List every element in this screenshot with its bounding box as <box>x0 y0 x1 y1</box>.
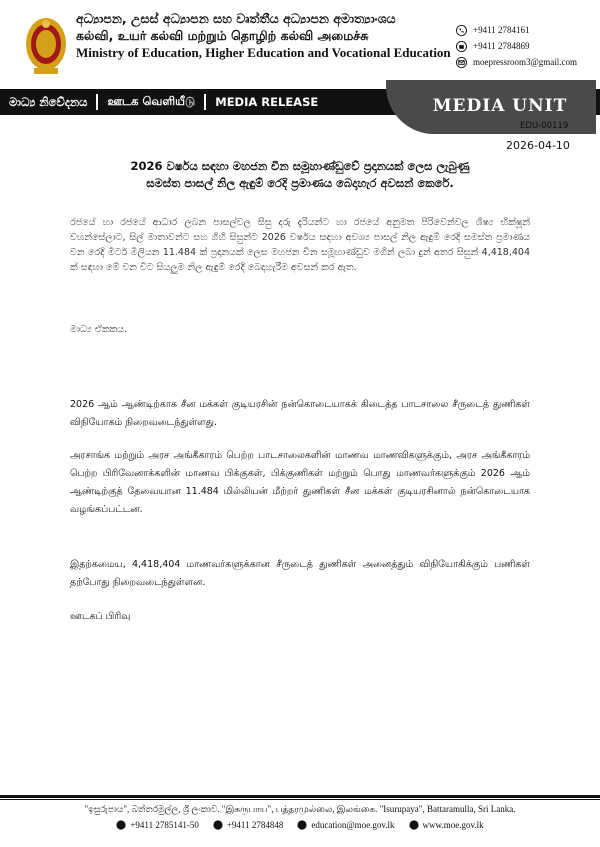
header-contacts <box>456 22 600 70</box>
tamil-body-paragraph-2: இதற்கமைய, 4,418,404 மாணவர்களுக்கான சீருடைத் துணிகள் அனைத்தும் விநியோகிக்கும் பணிகள் தற்போது நிறைவடைந்துள்ளன. <box>70 559 530 588</box>
sinhala-signature: මාධ්‍ය ඒකකය. <box>70 324 128 335</box>
header-email: moepressroom3@gmail.com <box>473 57 578 67</box>
email-icon <box>297 820 307 830</box>
release-date: 2026-04-10 <box>506 139 570 152</box>
header-phone-2: +9411 2784869 <box>473 41 530 51</box>
banner-label-english: MEDIA RELEASE <box>215 95 319 109</box>
ministry-name-english: Ministry of Education, Higher Education and Vocational Education <box>76 45 451 60</box>
footer-address: "ඉසුරුපාය", බත්තරමුල්ල, ශ්‍රී ලංකාව. "இசுருபாய", பத்தரமுல்லை, இலங்கை. "Isurupaya", Battaramulla, Sri Lanka. <box>84 804 516 814</box>
footer-rule <box>0 795 600 798</box>
document-title-line-2: සමස්ත පාසල් නිල ඇඳුම් රෙදි ප්‍රමාණය බෙදාහැර අවසන් කෙරේ. <box>146 176 454 190</box>
letterhead <box>0 0 600 88</box>
ministry-name-tamil: கல்வி, உயர் கல்வி மற்றும் தொழிற் கல்வி அமைச்சு <box>76 28 369 43</box>
banner-label-tamil: ஊடக வெளியீடு <box>107 94 196 108</box>
phone-icon <box>456 25 467 36</box>
media-unit-label: MEDIA UNIT <box>432 96 568 116</box>
sinhala-body-paragraph: රජයේ හා රජයේ ආධාර ලබන පාසල්වල සිසු දරු දැරියන්ට හා රජයේ අනුමත පිරිවෙන්වල ශිෂ්‍ය භික්ෂූන් වහන්සේලාට, සිල් මාතාවන්ට සහ ගිහි සිසුන්ට 2026 වර්ෂය සඳහා අවශ්‍ය පාසල් නිල ඇඳුම් රෙදි සමස්ත ප්‍රමාණය වන රෙදි මීටර් මිලියන 11.484 ක් ප්‍රදානයක් ලෙස මහජන චීන සමූහාණ්ඩුව මගින් ලබා දුන් අතර සිසුන් 4,418,404 ක් සඳහා මේ වන විට සියලුම නිල ඇඳුම් රෙදි බෙදාහැරීම අවසන් කර ඇත. <box>70 217 530 273</box>
header-phone-1: +9411 2784161 <box>473 25 530 35</box>
web-icon <box>409 820 419 830</box>
footer-rule-thin <box>0 799 600 800</box>
footer-website[interactable]: www.moe.gov.lk <box>422 820 484 830</box>
tamil-heading-paragraph: 2026 ஆம் ஆண்டிற்காக சீன மக்கள் குடியரசின் நன்கொடையாகக் கிடைத்த பாடசாலை சீருடைத் துணிகள் விநியோகம் நிறைவடைந்துள்ளது. <box>70 399 530 428</box>
reference-number: EDU-00119 <box>520 121 569 131</box>
ministry-name-sinhala: අධ්‍යාපන, උසස් අධ්‍යාපන සහ වෘත්තීය අධ්‍යාපන අමාත්‍යාංශය <box>76 11 396 26</box>
footer-phone-1: +9411 2785141-50 <box>130 820 199 830</box>
footer-contacts <box>0 820 600 830</box>
fax-icon <box>213 820 223 830</box>
tamil-body-paragraph-1: அரசாங்க மற்றும் அரச அங்கீகாரம் பெற்ற பாடசாலைகளின் மாணவ மாணவிகளுக்கும், அரச அங்கீகாரம் பெற்ற பிரிவேனாக்களின் மாணவ பிக்குகள், பிக்குணிகள் மற்றும் பொது மாணவர்களுக்கும் 2026 ஆம் ஆண்டிற்குத் தேவையான 11.484 மில்லியன் மீற்றர் துணிகள் சீன மக்கள் குடியரசினால் நன்கொடையாக வழங்கப்பட்டன. <box>70 450 530 515</box>
banner-label-sinhala: මාධ්‍ය නිවේදනය <box>9 94 88 109</box>
tamil-signature: ஊடகப் பிரிவு <box>70 611 131 622</box>
document-title <box>70 158 530 192</box>
footer-phone-2: +9411 2784848 <box>226 820 284 830</box>
email-icon <box>456 57 467 68</box>
footer-email[interactable]: education@moe.gov.lk <box>311 820 395 830</box>
document-title-line-1: 2026 වර්ෂය සඳහා මහජන චීන සමූහාණ්ඩුවේ ප්‍රදානයක් ලෙස ලැබුණු <box>130 159 470 173</box>
fax-icon <box>456 41 467 52</box>
phone-icon <box>116 820 126 830</box>
sri-lanka-emblem-icon <box>24 16 68 76</box>
